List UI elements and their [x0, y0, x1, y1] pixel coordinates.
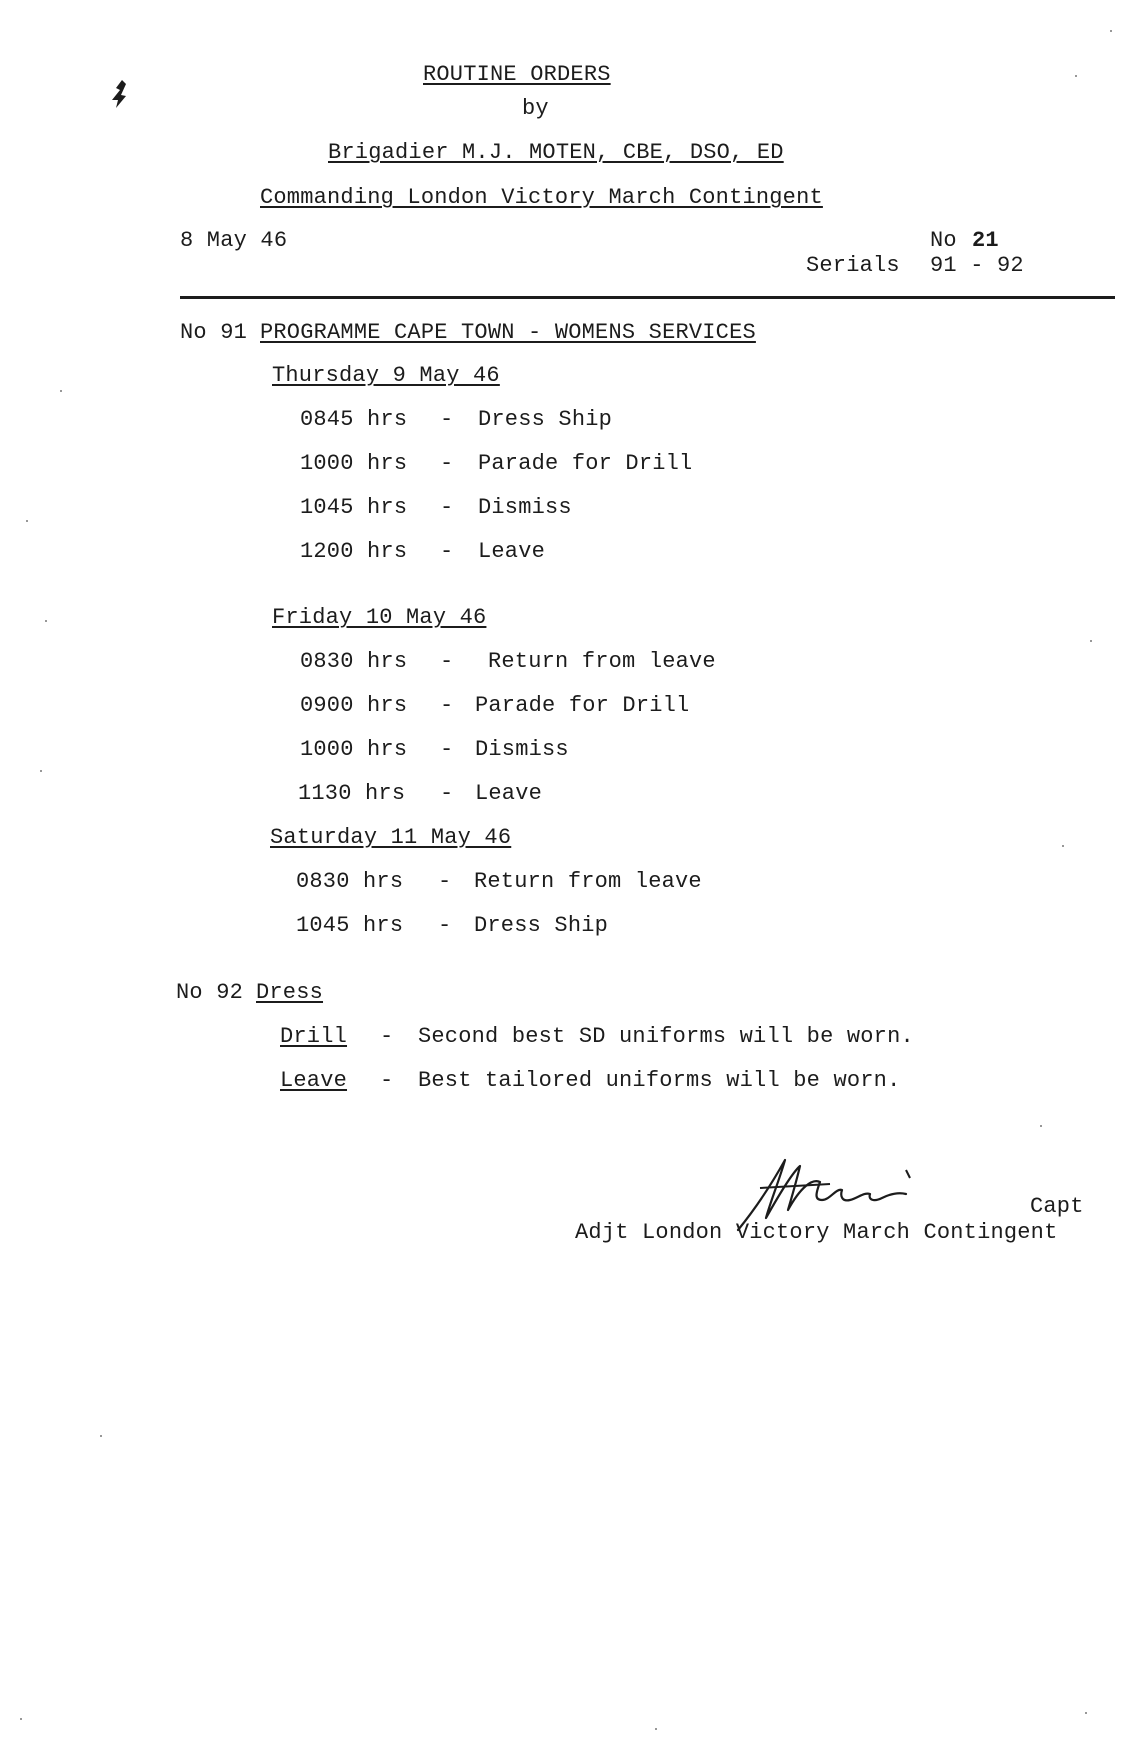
dress-label: Leave — [280, 1068, 348, 1093]
serials-label: Serials — [806, 253, 900, 278]
schedule-time: 1045 hrs — [296, 913, 404, 938]
schedule-activity: Dismiss — [475, 737, 569, 762]
schedule-dash: - — [438, 913, 452, 938]
scan-speck — [1075, 75, 1077, 77]
scan-speck — [100, 1435, 102, 1437]
schedule-activity: Return from leave — [488, 649, 716, 674]
scan-speck — [655, 1728, 657, 1730]
schedule-activity: Dress Ship — [474, 913, 609, 938]
margin-mark-icon — [108, 78, 132, 110]
day-heading: Thursday 9 May 46 — [272, 363, 500, 388]
schedule-time: 1130 hrs — [298, 781, 406, 806]
order-date: 8 May 46 — [180, 228, 288, 253]
dress-instruction: Second best SD uniforms will be worn. — [418, 1024, 914, 1049]
schedule-activity: Dismiss — [478, 495, 572, 520]
serial-heading: Dress — [256, 980, 324, 1005]
schedule-dash: - — [440, 781, 454, 806]
header-rule — [180, 296, 1115, 299]
schedule-activity: Parade for Drill — [478, 451, 693, 476]
scan-speck — [1090, 640, 1092, 642]
schedule-activity: Leave — [475, 781, 543, 806]
scan-speck — [40, 770, 42, 772]
signatory-rank: Capt — [1030, 1194, 1084, 1219]
issuing-officer: Brigadier M.J. MOTEN, CBE, DSO, ED — [328, 140, 784, 165]
schedule-dash: - — [440, 649, 454, 674]
schedule-dash: - — [440, 451, 454, 476]
scan-speck — [1085, 1712, 1087, 1714]
signatory-appointment: Adjt London Victory March Contingent — [575, 1220, 1058, 1245]
scan-speck — [60, 390, 62, 392]
scan-speck — [45, 620, 47, 622]
scan-speck — [1110, 30, 1112, 32]
schedule-dash: - — [440, 693, 454, 718]
schedule-time: 1000 hrs — [300, 451, 408, 476]
schedule-activity: Leave — [478, 539, 546, 564]
scan-speck — [20, 1718, 22, 1720]
serials-range: 91 - 92 — [930, 253, 1024, 278]
scan-speck — [1040, 1125, 1042, 1127]
schedule-time: 1045 hrs — [300, 495, 408, 520]
schedule-activity: Dress Ship — [478, 407, 613, 432]
schedule-time: 0845 hrs — [300, 407, 408, 432]
dress-label: Drill — [280, 1024, 348, 1049]
dress-instruction: Best tailored uniforms will be worn. — [418, 1068, 901, 1093]
schedule-activity: Parade for Drill — [475, 693, 690, 718]
schedule-dash: - — [440, 539, 454, 564]
scan-speck — [26, 520, 28, 522]
serial-number: No 92 — [176, 980, 244, 1005]
schedule-dash: - — [440, 495, 454, 520]
schedule-time: 1200 hrs — [300, 539, 408, 564]
schedule-dash: - — [438, 869, 452, 894]
command-line: Commanding London Victory March Contingent — [260, 185, 823, 210]
title-by: by — [522, 96, 549, 121]
schedule-dash: - — [440, 407, 454, 432]
serial-heading: PROGRAMME CAPE TOWN - WOMENS SERVICES — [260, 320, 756, 345]
schedule-dash: - — [440, 737, 454, 762]
order-number-label: No — [930, 228, 957, 253]
schedule-time: 1000 hrs — [300, 737, 408, 762]
day-heading: Saturday 11 May 46 — [270, 825, 512, 850]
schedule-time: 0900 hrs — [300, 693, 408, 718]
schedule-time: 0830 hrs — [296, 869, 404, 894]
scan-speck — [1062, 845, 1064, 847]
dress-dash: - — [380, 1024, 394, 1049]
schedule-activity: Return from leave — [474, 869, 702, 894]
schedule-time: 0830 hrs — [300, 649, 408, 674]
day-heading: Friday 10 May 46 — [272, 605, 487, 630]
dress-dash: - — [380, 1068, 394, 1093]
order-number: 21 — [972, 228, 999, 253]
document-title: ROUTINE ORDERS — [423, 62, 611, 87]
serial-number: No 91 — [180, 320, 248, 345]
